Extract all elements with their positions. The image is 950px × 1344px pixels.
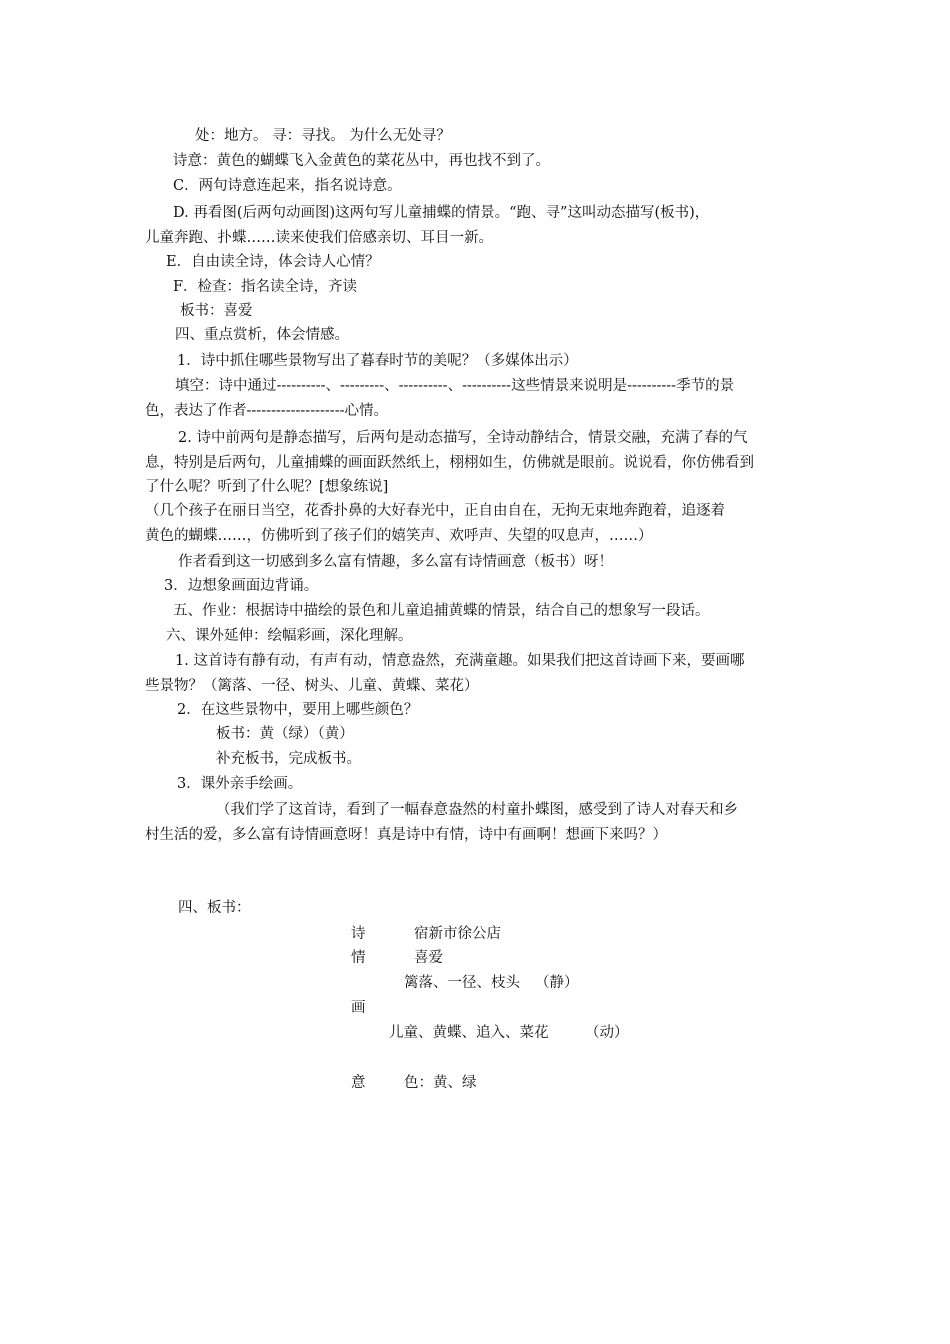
board-dynamic-tag: （动） [585,1025,629,1041]
text-line: 填空：诗中通过----------、---------、----------、----------这些情景来说明是----------季节的景 [175,378,735,394]
text-line: F．检查：指名读全诗，齐读 [173,279,358,295]
text-line: 色，表达了作者--------------------心情。 [145,403,388,419]
board-poem-title: 宿新市徐公店 [414,926,501,942]
board-char-yi: 意 [351,1075,366,1091]
text-line: 息，特别是后两句，儿童捕蝶的画面跃然纸上，栩栩如生，仿佛就是眼前。说说看，你仿佛看到 [145,455,754,471]
text-line: 板书：黄（绿）（黄） [216,726,354,742]
text-line: （几个孩子在丽日当空，花香扑鼻的大好春光中，正自由自在，无拘无束地奔跑着，追逐着 [145,503,725,519]
board-char-qing: 情 [351,950,366,966]
text-line: 3．边想象画面边背诵。 [164,578,319,594]
text-line: 了什么呢？听到了什么呢？[想象练说] [145,479,389,495]
text-line: 2. 诗中前两句是静态描写，后两句是动态描写，全诗动静结合，情景交融，充满了春的气 [178,430,748,446]
text-line: （我们学了这首诗，看到了一幅春意盎然的村童扑蝶图，感受到了诗人对春天和乡 [216,802,738,818]
text-line: C．两句诗意连起来，指名说诗意。 [173,178,402,194]
text-line: 黄色的蝴蝶……，仿佛听到了孩子们的嬉笑声、欢呼声、失望的叹息声，……） [145,528,653,544]
board-emotion: 喜爱 [414,950,443,966]
section-heading: 四、重点赏析，体会情感。 [175,327,349,343]
board-char-hua: 画 [351,1000,366,1016]
board-heading: 四、板书： [178,900,251,916]
text-line: 1．诗中抓住哪些景物写出了暮春时节的美呢？（多媒体出示） [177,353,578,369]
text-line: 村生活的爱，多么富有诗情画意呀！真是诗中有情，诗中有画啊！想画下来吗？） [145,827,667,843]
text-line: 处：地方。 寻：寻找。 为什么无处寻？ [195,128,451,144]
text-line: 3．课外亲手绘画。 [177,776,303,792]
board-colors: 色：黄、绿 [404,1075,477,1091]
text-line: 1. 这首诗有静有动，有声有动，情意盎然，充满童趣。如果我们把这首诗画下来，要画哪 [175,653,745,669]
section-heading: 六、课外延伸：绘幅彩画，深化理解。 [166,628,413,644]
text-line: D. 再看图(后两句动画图)这两句写儿童捕蝶的情景。“跑、寻”这叫动态描写(板书)， [173,205,710,221]
text-line: E．自由读全诗，体会诗人心情？ [166,254,380,270]
text-line: 板书：喜爱 [180,303,253,319]
board-char-shi: 诗 [351,926,366,942]
text-line: 作者看到这一切感到多么富有情趣，多么富有诗情画意（板书）呀！ [178,554,613,570]
text-line: 补充板书，完成板书。 [216,751,361,767]
text-line: 儿童奔跑、扑蝶……读来使我们倍感亲切、耳目一新。 [145,230,493,246]
section-heading: 五、作业：根据诗中描绘的景色和儿童追捕黄蝶的情景，结合自己的想象写一段话。 [173,603,710,619]
board-dynamic-items: 儿童、黄蝶、追入、菜花 [389,1025,549,1041]
text-line: 诗意：黄色的蝴蝶飞入金黄色的菜花丛中，再也找不到了。 [173,153,550,169]
board-static-items: 篱落、一径、枝头 [404,975,520,991]
text-line: 2．在这些景物中，要用上哪些颜色？ [177,702,419,718]
text-line: 些景物？（篱落、一径、树头、儿童、黄蝶、菜花） [145,678,479,694]
board-static-tag: （静） [535,975,579,991]
